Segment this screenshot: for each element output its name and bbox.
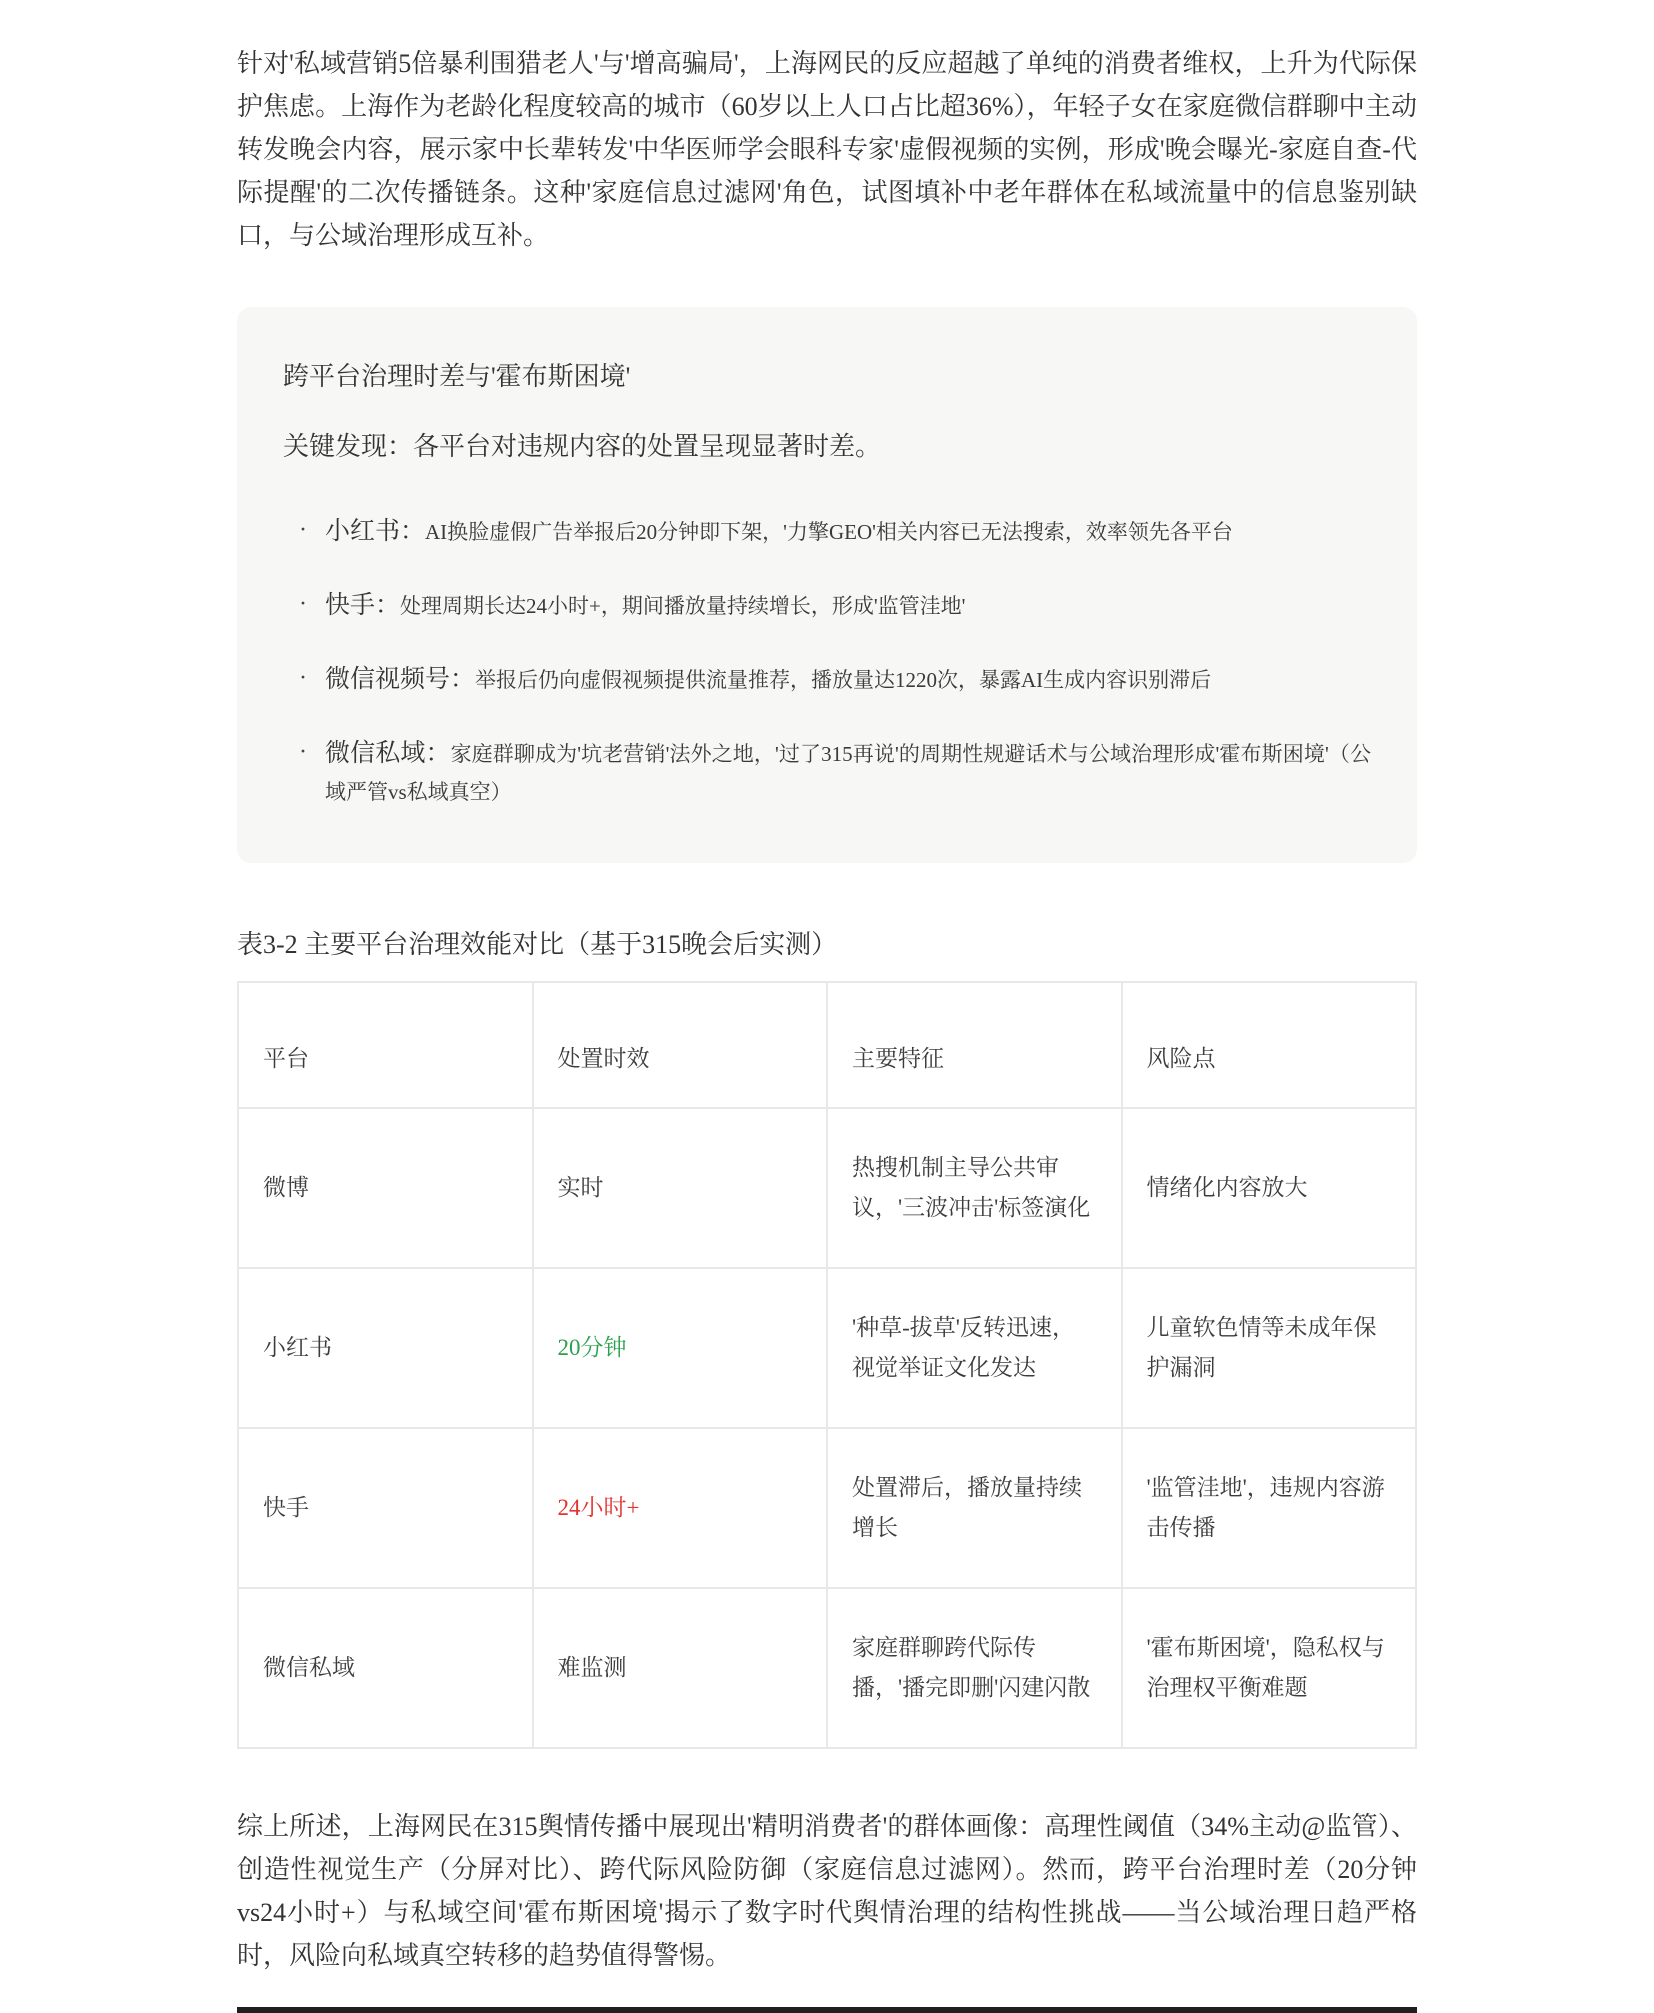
- callout-bullet-list: [283, 513, 1371, 811]
- cell-timing: 24小时+: [533, 1428, 828, 1588]
- intro-paragraph: 针对'私域营销5倍暴利围猎老人'与'增高骗局'，上海网民的反应超越了单纯的消费者维权，上升为代际保护焦虑。上海作为老龄化程度较高的城市（60岁以上人口占比超36%），年轻子女在家庭微信群聊中主动转发晚会内容，展示家中长辈转发'中华医师学会眼科专家'虚假视频的实例，形成'晚会曝光-家庭自查-代际提醒'的二次传播链条。这种'家庭信息过滤网'角色，试图填补中老年群体在私域流量中的信息鉴别缺口，与公域治理形成互补。: [237, 49, 1417, 250]
- table-header: [238, 982, 1416, 1108]
- cell-timing: 难监测: [533, 1588, 828, 1748]
- table-row-kuaishou: [238, 1428, 1416, 1588]
- bullet-xiaohongshu: [299, 513, 1371, 551]
- platform-comparison-table: [237, 981, 1417, 1749]
- header-cell-feature: 主要特征: [827, 982, 1122, 1108]
- cell-risk: '霍布斯困境'，隐私权与治理权平衡难题: [1122, 1588, 1417, 1748]
- cell-feature: '种草-拔草'反转迅速，视觉举证文化发达: [827, 1268, 1122, 1428]
- bullet-kuaishou: [299, 587, 1371, 625]
- callout-title: 跨平台治理时差与'霍布斯困境': [283, 362, 631, 391]
- header-cell-platform: 平台: [238, 982, 533, 1108]
- table-header-row: [238, 982, 1416, 1108]
- cell-platform: 小红书: [238, 1268, 533, 1428]
- bullet-text: 举报后仍向虚假视频提供流量推荐，播放量达1220次，暴露AI生成内容识别滞后: [475, 668, 1212, 692]
- bullet-wechat-private: [299, 735, 1371, 811]
- bullet-label: 微信私域：: [325, 740, 451, 767]
- cell-timing: 20分钟: [533, 1268, 828, 1428]
- table-row-xiaohongshu: [238, 1268, 1416, 1428]
- cell-timing: 实时: [533, 1108, 828, 1268]
- bullet-label: 小红书：: [325, 518, 426, 545]
- callout-key-finding: 关键发现：各平台对违规内容的处置呈现显著时差。: [283, 432, 882, 461]
- header-cell-risk: 风险点: [1122, 982, 1417, 1108]
- cell-platform: 微信私域: [238, 1588, 533, 1748]
- cell-risk: '监管洼地'，违规内容游击传播: [1122, 1428, 1417, 1588]
- table-caption: 表3-2 主要平台治理效能对比（基于315晚会后实测）: [237, 930, 838, 959]
- cell-feature: 家庭群聊跨代际传播，'播完即删'闪建闪散: [827, 1588, 1122, 1748]
- table-row-wechat-private: [238, 1588, 1416, 1748]
- bullet-text: 处理周期长达24小时+，期间播放量持续增长，形成'监管洼地': [400, 594, 966, 618]
- document-page: [237, 0, 1417, 2013]
- table-body: [238, 1108, 1416, 1748]
- header-cell-timing: 处置时效: [533, 982, 828, 1108]
- callout-box: [237, 307, 1417, 863]
- table-row-weibo: [238, 1108, 1416, 1268]
- bullet-label: 快手：: [325, 592, 401, 619]
- bottom-divider: [237, 2007, 1417, 2013]
- bullet-text: AI换脸虚假广告举报后20分钟即下架，'力擎GEO'相关内容已无法搜索，效率领先各平台: [425, 520, 1233, 544]
- cell-platform: 快手: [238, 1428, 533, 1588]
- bullet-label: 微信视频号：: [325, 666, 476, 693]
- cell-feature: 处置滞后，播放量持续增长: [827, 1428, 1122, 1588]
- cell-feature: 热搜机制主导公共审议，'三波冲击'标签演化: [827, 1108, 1122, 1268]
- cell-risk: 情绪化内容放大: [1122, 1108, 1417, 1268]
- bullet-wechat-video: [299, 661, 1371, 699]
- cell-platform: 微博: [238, 1108, 533, 1268]
- cell-risk: 儿童软色情等未成年保护漏洞: [1122, 1268, 1417, 1428]
- bullet-text: 家庭群聊成为'坑老营销'法外之地，'过了315再说'的周期性规避话术与公域治理形成'霍布斯困境'（公域严管vs私域真空）: [325, 742, 1371, 804]
- conclusion-paragraph: 综上所述，上海网民在315舆情传播中展现出'精明消费者'的群体画像：高理性阈值（34%主动@监管）、创造性视觉生产（分屏对比）、跨代际风险防御（家庭信息过滤网）。然而，跨平台治理时差（20分钟vs24小时+）与私域空间'霍布斯困境'揭示了数字时代舆情治理的结构性挑战——当公域治理日趋严格时，风险向私域真空转移的趋势值得警惕。: [237, 1812, 1417, 1970]
